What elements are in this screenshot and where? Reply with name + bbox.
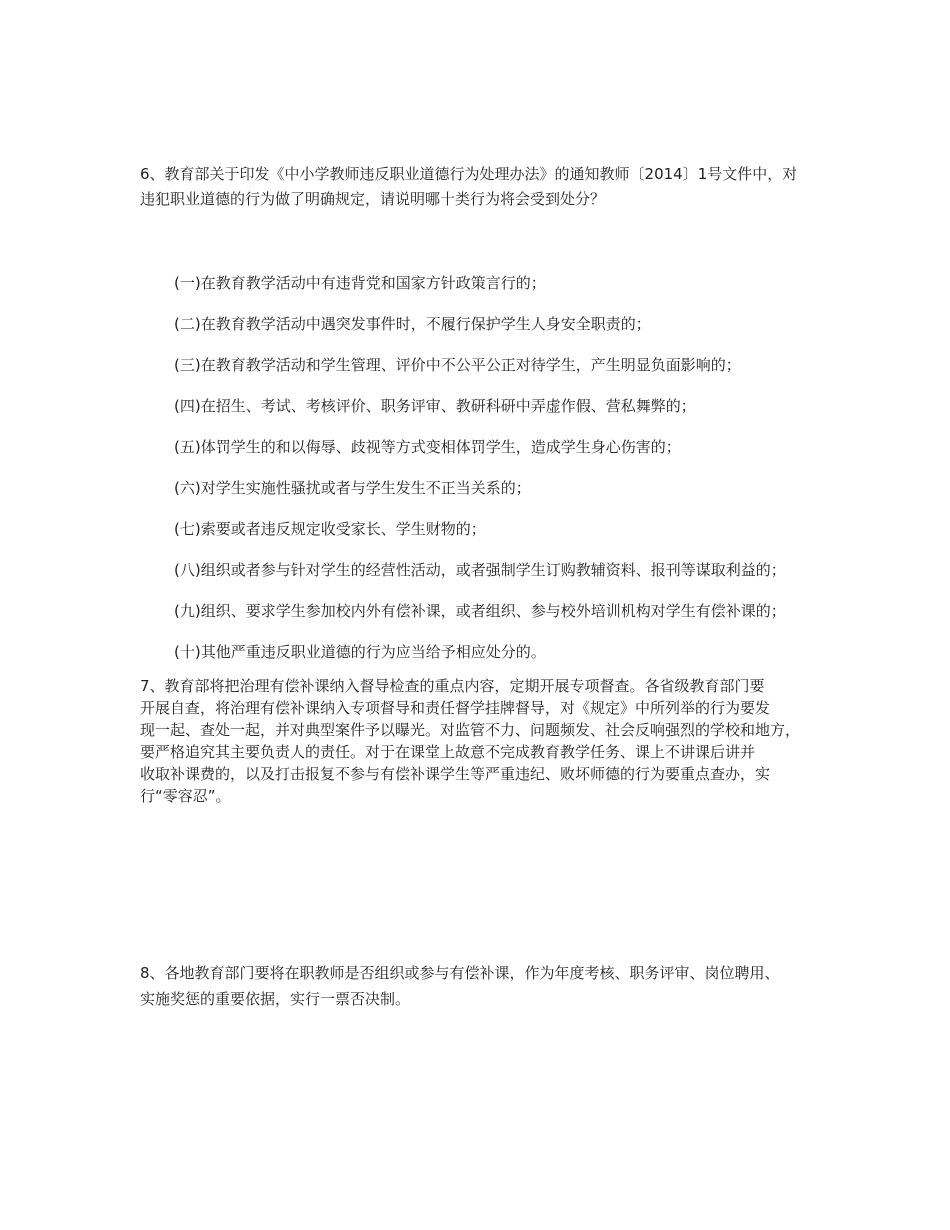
question-6-line-2: 违犯职业道德的行为做了明确规定，请说明哪十类行为将会受到处分？ [140, 190, 606, 208]
question-7-line-5: 收取补课费的，以及打击报复不参与有偿补课学生等严重违纪、败坏师德的行为要重点查办，实 [140, 765, 771, 783]
question-8-line-1: 8、各地教育部门要将在职教师是否组织或参与有偿补课，作为年度考核、职务评审、岗位聘用、 [140, 964, 780, 982]
question-8-line-2: 实施奖惩的重要依据，实行一票否决制。 [140, 990, 411, 1008]
list-item: (一)在教育教学活动中有违背党和国家方针政策言行的； [174, 274, 546, 292]
question-7-line-2: 开展自查，将治理有偿补课纳入专项督导和责任督学挂牌督导，对《规定》中所列举的行为要发 [140, 699, 771, 717]
list-item: (八)组织或者参与针对学生的经营性活动，或者强制学生订购教辅资料、报刊等谋取利益的； [174, 561, 786, 579]
question-7-line-4: 要严格追究其主要负责人的责任。对于在课堂上故意不完成教育教学任务、课上不讲课后讲并 [140, 743, 756, 761]
list-item: (四)在招生、考试、考核评价、职务评审、教研科研中弄虚作假、营私舞弊的； [174, 397, 696, 415]
question-7 [140, 675, 820, 807]
question-6 [140, 162, 820, 212]
list-item: (七)索要或者违反规定收受家长、学生财物的； [174, 520, 486, 538]
question-7-line-1: 7、教育部将把治理有偿补课纳入督导检查的重点内容，定期开展专项督查。各省级教育部门要 [140, 677, 765, 695]
list-item: (六)对学生实施性骚扰或者与学生发生不正当关系的； [174, 479, 531, 497]
list-item: (十)其他严重违反职业道德的行为应当给予相应处分的。 [174, 643, 546, 661]
list-item: (五)体罚学生的和以侮辱、歧视等方式变相体罚学生，造成学生身心伤害的； [174, 438, 681, 456]
question-6-line-1: 6、教育部关于印发《中小学教师违反职业道德行为处理办法》的通知教师〔2014〕1号文件中，对 [140, 165, 798, 183]
list-item: (二)在教育教学活动中遇突发事件时，不履行保护学生人身安全职责的； [174, 315, 651, 333]
violation-list [174, 272, 834, 682]
question-7-line-3: 现一起、查处一起，并对典型案件予以曝光。对监管不力、问题频发、社会反响强烈的学校和地方， [140, 721, 801, 739]
list-item: (九)组织、要求学生参加校内外有偿补课，或者组织、参与校外培训机构对学生有偿补课的； [174, 602, 786, 620]
question-8 [140, 960, 820, 1012]
question-7-line-6: 行“零容忍”。 [140, 787, 231, 805]
list-item: (三)在教育教学活动和学生管理、评价中不公平公正对待学生，产生明显负面影响的； [174, 356, 741, 374]
